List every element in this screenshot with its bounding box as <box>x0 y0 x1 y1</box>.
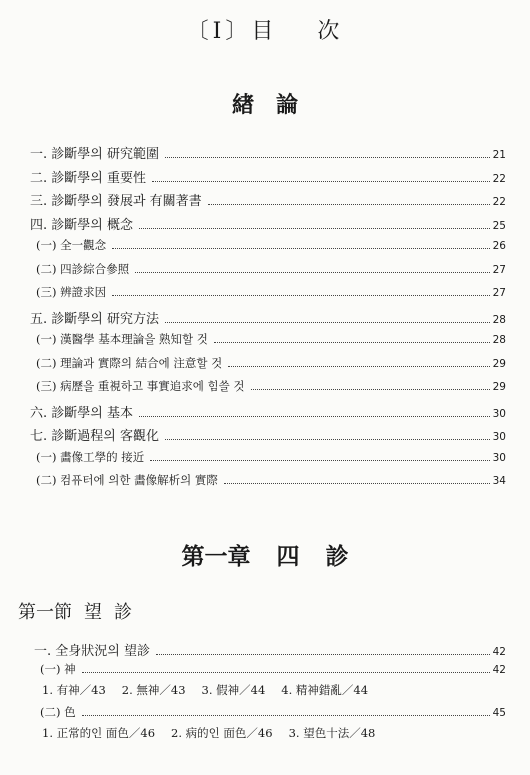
toc-entry-label: (二) 理論과 實際의 結合에 注意할 것 <box>36 355 223 370</box>
shen-details <box>34 682 506 704</box>
toc-entry-label: 二. 診斷學의 重要性 <box>30 170 146 186</box>
section-title-c: 診 <box>114 602 132 623</box>
leader-dots <box>139 228 490 229</box>
toc-entry <box>30 214 506 238</box>
toc-entry <box>30 261 506 285</box>
toc-entry <box>30 284 506 308</box>
toc-entry <box>30 308 506 332</box>
leader-dots <box>135 272 489 273</box>
toc-entry-page: 28 <box>492 334 506 346</box>
toc-entry-page: 29 <box>492 381 506 393</box>
toc-entry-label: (一) 漢醫學 基本理論을 熟知할 것 <box>36 332 208 346</box>
toc-entry-page: 28 <box>492 313 506 326</box>
detail-entry: 4. 精神錯亂／44 <box>281 683 369 697</box>
leader-dots <box>82 715 490 716</box>
toc-entry-page: 30 <box>492 451 506 464</box>
toc-entry <box>30 402 506 426</box>
toc-entry-label: 五. 診斷學의 研究方法 <box>30 311 159 327</box>
toc-entry-page: 26 <box>492 240 506 252</box>
intro-title-a: 緖 <box>231 92 254 118</box>
toc-entry-label: (一) 畵像工學的 接近 <box>36 449 145 464</box>
toc-entry-page: 27 <box>492 287 506 299</box>
chapter-title-c: 診 <box>325 543 349 570</box>
leader-dots <box>165 439 490 440</box>
leader-dots <box>139 416 490 417</box>
toc-entry-page: 22 <box>492 172 506 185</box>
toc-entry-page: 22 <box>492 196 506 208</box>
toc-entry-label: 六. 診斷學의 基本 <box>30 405 133 421</box>
detail-entry: 2. 無神／43 <box>121 683 186 697</box>
toc-entry <box>30 425 506 449</box>
toc-entry <box>30 378 506 402</box>
header-marker: 〔Ⅰ〕 <box>186 19 252 44</box>
color-details <box>34 725 506 747</box>
leader-dots <box>150 460 489 461</box>
detail-entry: 1. 有神／43 <box>42 683 106 697</box>
toc-entry-label: (三) 病歷을 重視하고 事實追求에 힘쓸 것 <box>36 379 245 393</box>
leader-dots <box>112 295 489 296</box>
chapter-title <box>0 538 530 571</box>
toc-entry-page: 29 <box>492 357 506 370</box>
detail-entry: 2. 病的인 面色／46 <box>171 726 273 740</box>
toc-entry-label: 一. 診斷學의 研究範圍 <box>30 147 159 162</box>
leader-dots <box>251 389 490 390</box>
toc-entry <box>34 661 506 682</box>
leader-dots <box>214 342 490 343</box>
toc-entry-label: (二) 컴퓨터에 의한 畵像解析의 實際 <box>36 473 218 487</box>
toc-entry-page: 30 <box>492 431 506 443</box>
intro-toc <box>30 143 506 496</box>
section-title-b: 望 <box>84 602 102 623</box>
leader-dots <box>112 248 489 249</box>
toc-entry <box>30 190 506 214</box>
toc-entry-page: 27 <box>492 263 506 276</box>
leader-dots <box>165 322 490 323</box>
intro-title <box>0 88 530 119</box>
toc-entry <box>34 640 506 661</box>
detail-entry: 1. 正常的인 面色／46 <box>42 726 156 740</box>
chapter-title-a: 第一章 <box>181 543 251 570</box>
toc-entry-label: 三. 診斷學의 發展과 有關著書 <box>30 194 202 209</box>
section-toc <box>34 640 506 747</box>
leader-dots <box>165 157 490 158</box>
toc-entry-label: 七. 診斷過程의 客觀化 <box>30 429 159 444</box>
header-word-a: 目 <box>251 19 278 44</box>
toc-entry-label: (二) 四診綜合參照 <box>36 261 130 276</box>
toc-entry-page: 34 <box>492 475 506 487</box>
toc-entry-label: (一) 神 <box>40 662 76 676</box>
page-header <box>0 14 530 45</box>
leader-dots <box>156 654 490 655</box>
toc-entry-page: 42 <box>492 664 506 676</box>
intro-title-b: 論 <box>276 92 299 118</box>
toc-entry-label: 四. 診斷學의 概念 <box>30 217 133 233</box>
toc-entry <box>30 331 506 355</box>
toc-entry <box>30 355 506 379</box>
toc-entry-page: 45 <box>492 707 506 719</box>
toc-entry <box>30 472 506 496</box>
leader-dots <box>152 181 490 182</box>
toc-entry-label: (二) 色 <box>40 705 76 719</box>
detail-entry: 3. 假神／44 <box>201 683 266 697</box>
section-title <box>18 598 132 624</box>
toc-entry <box>30 167 506 191</box>
toc-entry <box>34 704 506 725</box>
toc-entry-page: 30 <box>492 407 506 420</box>
toc-entry-page: 42 <box>492 646 506 658</box>
toc-entry-label: (一) 全一觀念 <box>36 238 107 252</box>
leader-dots <box>228 366 489 367</box>
toc-entry <box>30 237 506 261</box>
leader-dots <box>208 204 490 205</box>
detail-entry: 3. 望色十法／48 <box>288 726 376 740</box>
leader-dots <box>82 672 490 673</box>
toc-entry-page: 21 <box>492 149 506 161</box>
section-title-a: 第一節 <box>18 602 72 623</box>
toc-entry-label: 一. 全身狀況의 望診 <box>34 644 150 659</box>
toc-entry-page: 25 <box>492 219 506 232</box>
toc-entry-label: (三) 辨證求因 <box>36 285 107 299</box>
header-word-b: 次 <box>317 19 344 44</box>
chapter-title-b: 四 <box>276 543 300 570</box>
toc-entry <box>30 143 506 167</box>
leader-dots <box>224 483 490 484</box>
toc-entry <box>30 449 506 473</box>
